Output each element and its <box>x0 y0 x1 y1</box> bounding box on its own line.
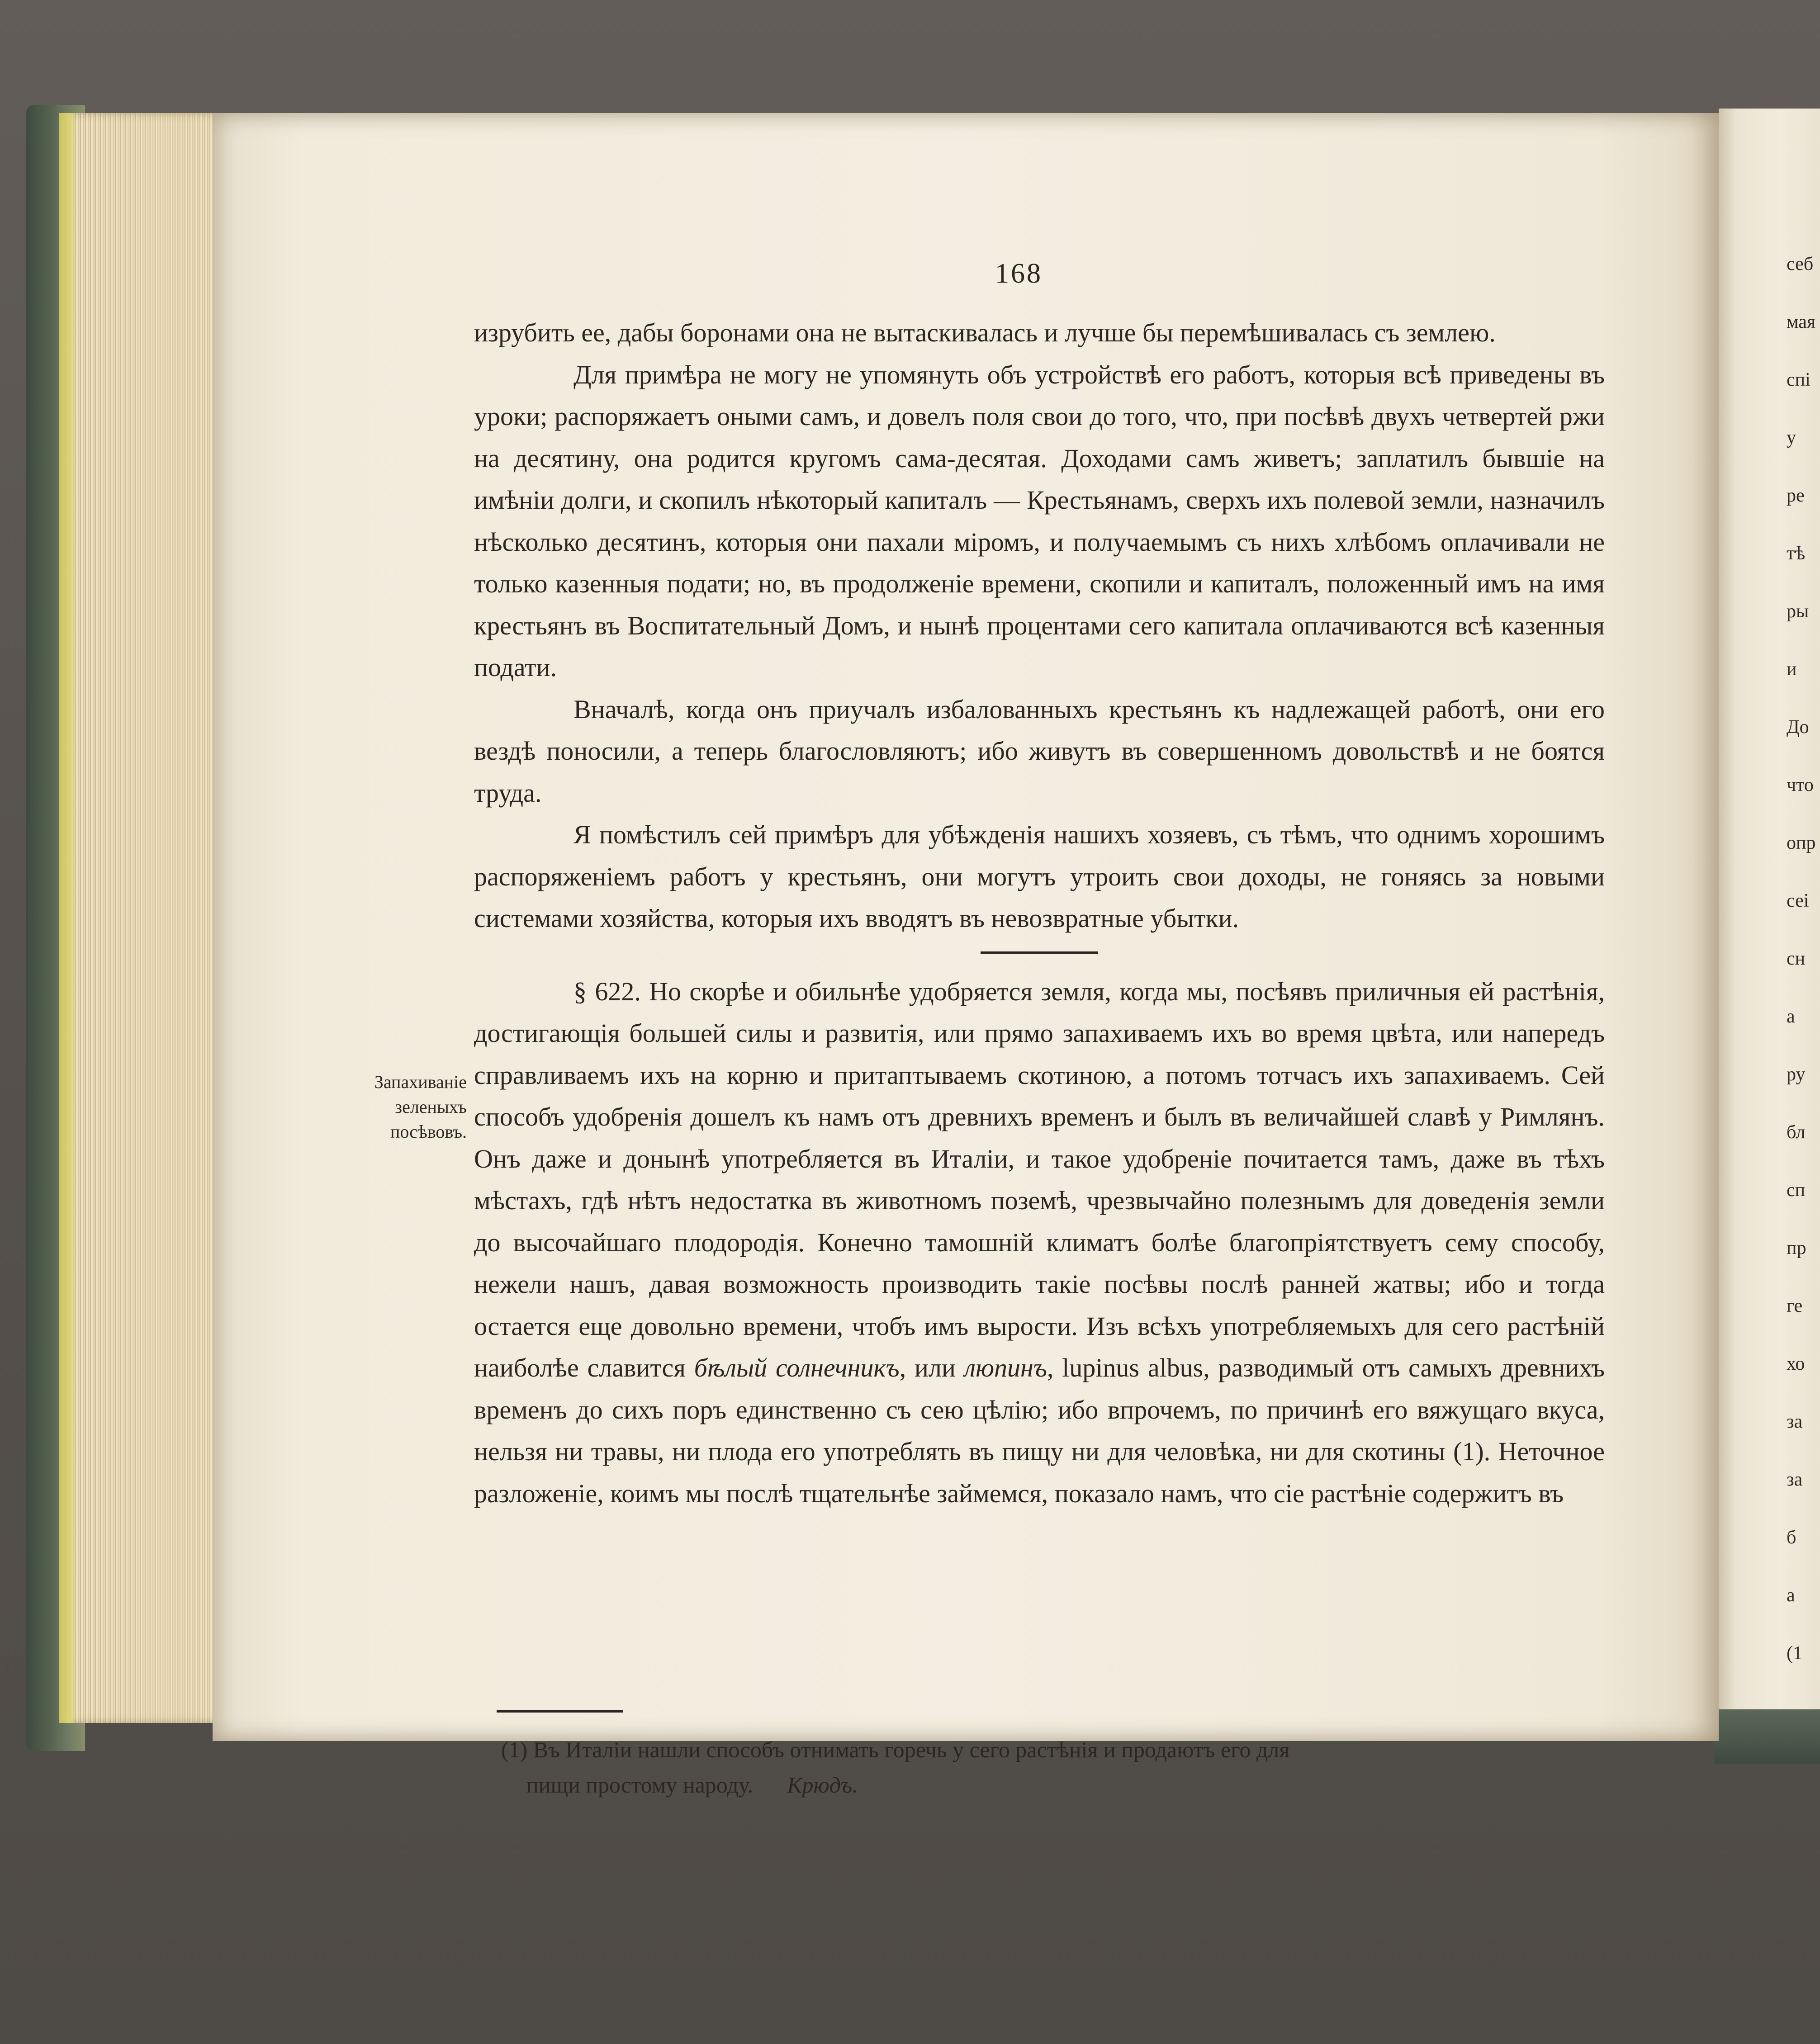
footnote-rule <box>497 1710 623 1713</box>
facing-page-fragment: спі <box>1787 369 1811 390</box>
book-cover-right <box>1714 1709 1820 1764</box>
facing-page-fragment: у <box>1787 427 1796 448</box>
section-divider-rule <box>981 951 1098 954</box>
paragraph-4: Я помѣстилъ сей примѣръ для убѣжденія нашихъ хозяевъ, съ тѣмъ, что однимъ хорошимъ распоряженіемъ работъ у крестьянъ, они могутъ утроить свои доходы, не гоняясь за новыми системами хозяйства, которыя ихъ вводятъ въ невозвратные убытки. <box>474 820 1605 933</box>
facing-page-fragment: опр <box>1787 833 1816 853</box>
facing-page-fragment: сн <box>1787 948 1806 969</box>
footnote <box>501 1732 1641 1803</box>
paragraph-622-text-b: , или <box>899 1353 956 1382</box>
facing-page-fragment: б <box>1787 1527 1796 1548</box>
facing-page-fragment: сеі <box>1787 890 1809 911</box>
facing-page-fragment: за <box>1787 1469 1803 1490</box>
footnote-line-2: пищи простому народу. <box>526 1772 754 1798</box>
facing-page-fragment: себ <box>1787 254 1814 274</box>
facing-page-fragment: ры <box>1787 601 1809 622</box>
page-body-text <box>474 312 1605 1514</box>
paragraph-2: Для примѣра не могу не упомянуть объ устройствѣ его работъ, которыя всѣ приведены въ уроки; распоряжаетъ оными самъ, и довелъ поля свои до того, что, при посѣвѣ двухъ четвертей ржи на десятину, она родится кругомъ сама-десятая. Доходами самъ живетъ; заплатилъ бывшіе на имѣніи долги, и скопилъ нѣкоторый капиталъ — Крестьянамъ, сверхъ ихъ полевой земли, назначилъ нѣсколько десятинъ, которыя они пахали міромъ, и получаемымъ съ нихъ хлѣбомъ оплачивали не только казенныя подати; но, въ продолженіе времени, скопили и капиталъ, положенный имъ на имя крестьянъ въ Воспитательный Домъ, и нынѣ процентами сего капитала оплачиваются всѣ казенныя подати. <box>474 360 1605 682</box>
facing-page-fragment: бл <box>1787 1122 1806 1143</box>
facing-page-fragment: ру <box>1787 1064 1806 1085</box>
facing-page-fragment: что <box>1787 775 1814 795</box>
margin-note: Запахиваніе зеленыхъ посѣвовъ. <box>374 1072 467 1142</box>
italic-term-white-lupin: бѣлый солнечникъ <box>694 1353 900 1382</box>
facing-page-fragment: ге <box>1787 1296 1803 1316</box>
facing-page-fragment: тѣ <box>1787 543 1806 564</box>
facing-page-fragment: а <box>1787 1585 1795 1606</box>
facing-page-fragment: До <box>1787 717 1809 738</box>
facing-page-fragment: пр <box>1787 1238 1806 1259</box>
facing-page-fragment: ре <box>1787 485 1805 506</box>
facing-page-fragment: за <box>1787 1411 1803 1432</box>
facing-page <box>1719 109 1820 1746</box>
footnote-signature: Крюдъ. <box>787 1772 858 1798</box>
facing-page-fragment: а <box>1787 1006 1795 1027</box>
paragraph-622 <box>474 971 1605 1515</box>
paragraph-622-text-a: § 622. Но скорѣе и обильнѣе удобряется земля, когда мы, посѣявъ приличныя ей растѣнія, достигающія большей силы и развитія, или прямо запахиваемъ ихъ во время цвѣта, или напередъ справливаемъ ихъ на корню и притаптываемъ скотиною, а потомъ тотчасъ ихъ запахиваемъ. Сей способъ удобренія дошелъ къ намъ отъ древнихъ временъ и былъ въ величайшей славѣ у Римлянъ. Онъ даже и донынѣ употребляется въ Италіи, и такое удобреніе почитается тамъ, даже въ тѣхъ мѣстахъ, гдѣ нѣтъ недостатка въ животномъ поземѣ, чрезвычайно полезнымъ для доведенія земли до высочайшаго плодородія. Конечно тамошній климатъ болѣе благопріятствуетъ сему способу, нежели нашъ, давая возможность производить такіе посѣвы послѣ ранней жатвы; ибо и тогда остается еще довольно времени, чтобъ имъ вырости. Изъ всѣхъ употребляемыхъ для сего растѣній наиболѣе славится <box>474 976 1605 1382</box>
paragraph-622-text-c: , lupinus albus, разводимый отъ самыхъ древнихъ временъ до сихъ поръ единственно съ сею цѣлію; ибо впрочемъ, по причинѣ его вяжущаго вкуса, нельзя ни травы, ни плода его употреблять въ пищу ни для человѣка, ни для скотины (1). Неточное разложеніе, коимъ мы послѣ тщательнѣе займемся, показало намъ, что сіе растѣніе содержитъ въ <box>474 1353 1605 1508</box>
facing-page-fragment: сп <box>1787 1180 1806 1201</box>
facing-page-fragment: мая <box>1787 312 1816 332</box>
page-number: 168 <box>995 258 1043 289</box>
paragraph-3: Вначалѣ, когда онъ приучалъ избалованныхъ крестьянъ къ надлежащей работѣ, они его вездѣ поносили, а теперь благословляютъ; ибо живутъ въ совершенномъ довольствѣ и не боятся труда. <box>474 694 1605 808</box>
paragraph-1: изрубить ее, дабы боронами она не вытаскивалась и лучше бы перемѣшивалась съ землею. <box>474 318 1496 347</box>
facing-page-fragment: и <box>1787 659 1797 680</box>
page-edges-stack <box>59 113 217 1723</box>
footnote-line-1: (1) Въ Италіи нашли способъ отнимать горечь у сего растѣнія и продаютъ его для <box>501 1737 1290 1762</box>
italic-term-lupin: люпинъ <box>964 1353 1047 1382</box>
facing-page-fragment: хо <box>1787 1353 1805 1374</box>
facing-page-fragment: (1 <box>1787 1643 1802 1664</box>
